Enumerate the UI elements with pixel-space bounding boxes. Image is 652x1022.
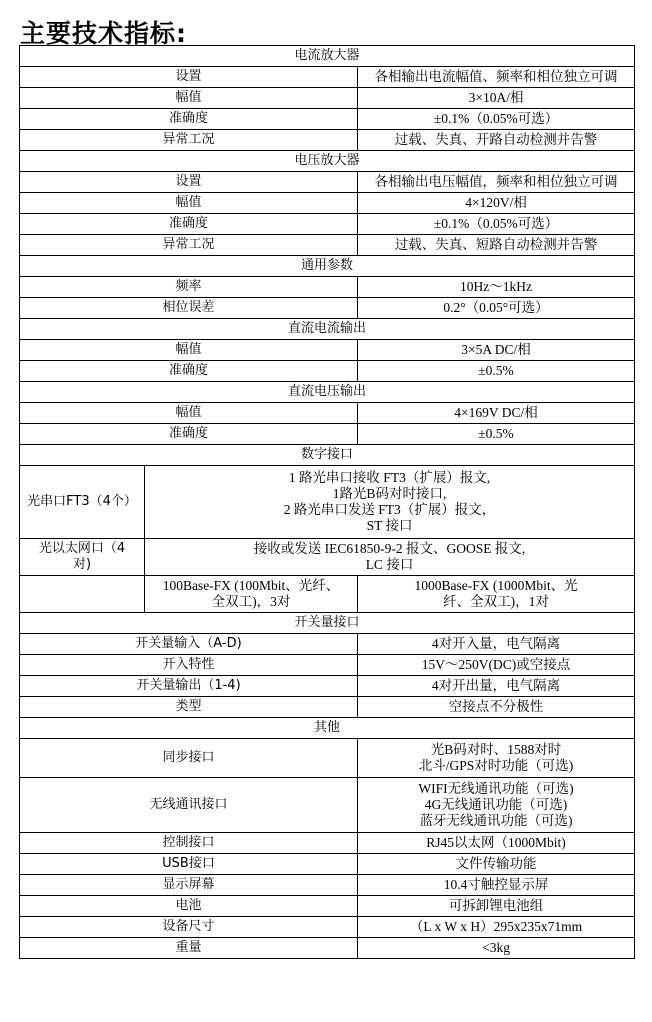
spec-label: 光串口FT3（4个） [20,466,145,539]
spec-label: 同步接口 [20,739,358,778]
page-title: 主要技术指标: [20,19,187,48]
spec-row [20,466,635,539]
section-header-row [20,445,635,466]
spec-row [20,88,635,109]
spec-value: 过载、失真、开路自动检测并告警 [358,130,635,151]
spec-value: 可拆卸锂电池组 [358,896,635,917]
spec-value: 各相输出电流幅值、频率和相位独立可调 [358,67,635,88]
spec-label: 设置 [20,172,358,193]
spec-row [20,896,635,917]
spec-value: 4对开入量，电气隔离 [358,634,635,655]
section-header-row [20,382,635,403]
cell-line: 蓝牙无线通讯功能（可选) [419,813,573,828]
cell-line: 1000Base-FX (1000Mbit、光 [414,578,578,593]
spec-value [358,739,635,778]
section-header: 电流放大器 [20,46,635,67]
spec-row [20,875,635,896]
spec-value: 3×10A/相 [358,88,635,109]
spec-value: ±0.1%（0.05%可选） [358,214,635,235]
spec-label: 设备尺寸 [20,917,358,938]
spec-value: 4×169V DC/相 [358,403,635,424]
empty-cell [20,576,145,613]
spec-row [20,778,635,833]
spec-value: 10Hz～1kHz [358,277,635,298]
cell-line: 光以太网口（4 [38,541,126,556]
cell-line: 2 路光串口发送 FT3（扩展）报文， [283,502,496,517]
section-header-row [20,613,635,634]
spec-value: ±0.5% [358,424,635,445]
spec-row [20,193,635,214]
spec-row [20,655,635,676]
spec-label: 设置 [20,67,358,88]
spec-row [20,130,635,151]
spec-row [20,938,635,959]
spec-row [20,424,635,445]
spec-value: RJ45以太网（1000Mbit) [358,833,635,854]
spec-value: 15V～250V(DC)或空接点 [358,655,635,676]
spec-value: 各相输出电压幅值，频率和相位独立可调 [358,172,635,193]
section-header: 直流电压输出 [20,382,635,403]
section-header: 开关量接口 [20,613,635,634]
spec-label: 控制接口 [20,833,358,854]
spec-value: ±0.1%（0.05%可选） [358,109,635,130]
spec-label: 异常工况 [20,235,358,256]
spec-row [20,833,635,854]
cell-line: WIFI无线通讯功能（可选) [418,781,574,796]
spec-label: 幅值 [20,340,358,361]
spec-value [145,576,358,613]
spec-value [358,778,635,833]
spec-label: 准确度 [20,109,358,130]
spec-row [20,403,635,424]
section-header-row [20,319,635,340]
spec-label: 开关量输出（1-4) [20,676,358,697]
spec-label: USB接口 [20,854,358,875]
spec-label: 幅值 [20,88,358,109]
section-header-row [20,256,635,277]
spec-row [20,172,635,193]
cell-line: 4G无线通讯功能（可选) [424,797,568,812]
spec-label: 重量 [20,938,358,959]
spec-row [20,298,635,319]
spec-value: 10.4寸触控显示屏 [358,875,635,896]
section-header: 数字接口 [20,445,635,466]
spec-value: 文件传输功能 [358,854,635,875]
spec-value [145,539,635,576]
spec-label: 频率 [20,277,358,298]
cell-line: LC 接口 [365,557,414,572]
spec-value: 空接点不分极性 [358,697,635,718]
cell-line: 100Base-FX (100Mbit、光纤、 [162,578,340,593]
section-header: 直流电流输出 [20,319,635,340]
cell-line: 纤、全双工)，1对 [443,594,549,609]
cell-line: 光B码对时、1588对时 [430,742,562,757]
section-header: 其他 [20,718,635,739]
cell-line: 北斗/GPS对时功能（可选) [418,758,574,773]
section-header-row [20,151,635,172]
spec-row [20,214,635,235]
spec-value: 3×5A DC/相 [358,340,635,361]
spec-row [20,361,635,382]
section-header-row [20,46,635,67]
spec-label: 准确度 [20,214,358,235]
spec-label: 准确度 [20,424,358,445]
spec-label: 显示屏幕 [20,875,358,896]
cell-line: 1 路光串口接收 FT3（扩展）报文, [288,470,491,485]
spec-value: 过载、失真、短路自动检测并告警 [358,235,635,256]
spec-value [145,466,635,539]
spec-label: 开关量输入（A-D) [20,634,358,655]
spec-label [20,539,145,576]
spec-value: 0.2°（0.05°可选） [358,298,635,319]
section-header: 通用参数 [20,256,635,277]
spec-label: 无线通讯接口 [20,778,358,833]
spec-table [19,45,635,959]
spec-value: ±0.5% [358,361,635,382]
spec-label: 异常工况 [20,130,358,151]
spec-value: <3kg [358,938,635,959]
spec-row [20,917,635,938]
spec-label: 类型 [20,697,358,718]
cell-line: 接收或发送 IEC61850-9-2 报文、GOOSE 报文, [253,541,526,556]
spec-row [20,67,635,88]
spec-value: 4对开出量，电气隔离 [358,676,635,697]
section-header: 电压放大器 [20,151,635,172]
cell-line: ST 接口 [366,518,413,533]
spec-row [20,739,635,778]
spec-label: 幅值 [20,403,358,424]
spec-value: 4×120V/相 [358,193,635,214]
spec-value [358,576,635,613]
spec-row [20,539,635,576]
spec-label: 开入特性 [20,655,358,676]
spec-row [20,277,635,298]
spec-label: 相位误差 [20,298,358,319]
spec-row [20,854,635,875]
spec-row [20,576,635,613]
section-header-row [20,718,635,739]
cell-line: 全双工)，3对 [211,594,291,609]
spec-row [20,634,635,655]
spec-label: 电池 [20,896,358,917]
spec-value: （L x W x H）295x235x71mm [358,917,635,938]
spec-row [20,340,635,361]
spec-row [20,109,635,130]
cell-line: 对) [72,557,92,572]
cell-line: 1路光B码对时接口, [332,486,447,501]
spec-row [20,235,635,256]
spec-row [20,697,635,718]
spec-row [20,676,635,697]
spec-label: 幅值 [20,193,358,214]
spec-label: 准确度 [20,361,358,382]
